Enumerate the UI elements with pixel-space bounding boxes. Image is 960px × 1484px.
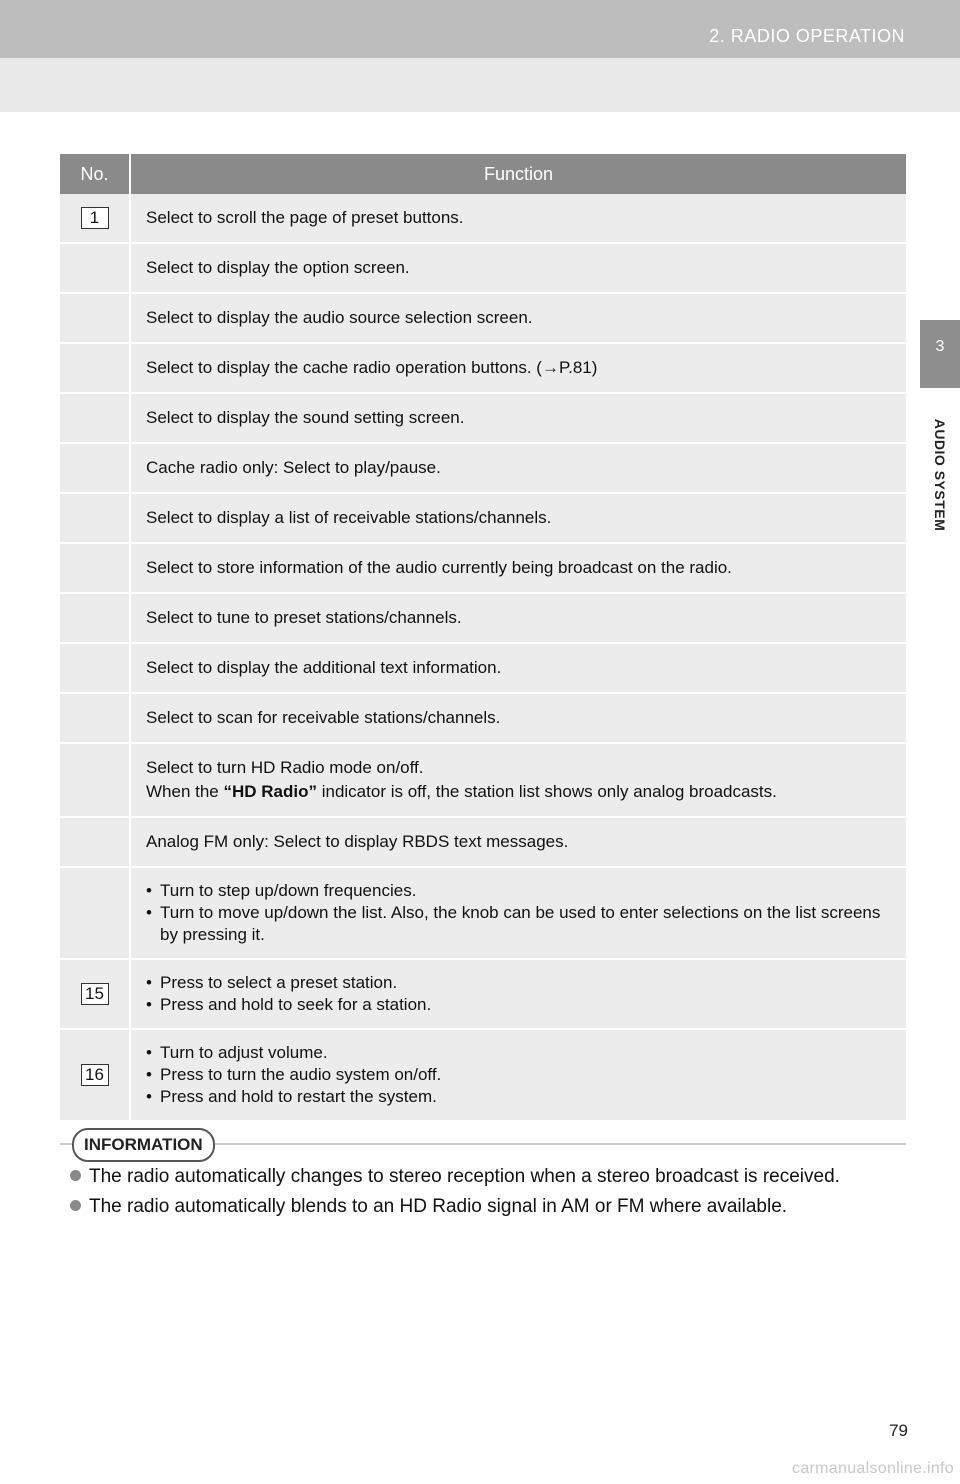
number-cell <box>60 543 130 593</box>
function-cell: Analog FM only: Select to display RBDS text messages. <box>130 817 906 867</box>
function-cell: Cache radio only: Select to play/pause. <box>130 443 906 493</box>
header-sub-band <box>0 58 960 112</box>
table-row <box>60 543 906 593</box>
column-header-no: No. <box>60 154 130 194</box>
information-badge: INFORMATION <box>72 1128 215 1162</box>
text-fragment: indicator is off, the station list shows only analog broadcasts. <box>317 782 777 801</box>
column-header-function: Function <box>130 154 906 194</box>
bullet-item: • Press and hold to restart the system. <box>146 1086 894 1108</box>
function-cell: Select to display the audio source selection screen. <box>130 293 906 343</box>
number-cell <box>60 293 130 343</box>
table-row <box>60 393 906 443</box>
bullet-list <box>146 972 894 1016</box>
hd-radio-indicator-term: “HD Radio” <box>223 782 317 801</box>
number-cell <box>60 243 130 293</box>
number-cell <box>60 817 130 867</box>
number-badge: 1 <box>81 207 109 229</box>
function-cell: Select to tune to preset stations/channels. <box>130 593 906 643</box>
function-cell <box>130 1029 906 1121</box>
bullet-item: • Turn to step up/down frequencies. <box>146 880 894 902</box>
number-cell <box>60 443 130 493</box>
table-row <box>60 1029 906 1121</box>
function-cell: Select to scan for receivable stations/channels. <box>130 693 906 743</box>
table-row <box>60 817 906 867</box>
function-text-line: Select to turn HD Radio mode on/off. <box>146 758 424 777</box>
bullet-item: • Turn to adjust volume. <box>146 1042 894 1064</box>
function-cell: Select to display the additional text information. <box>130 643 906 693</box>
number-cell <box>60 693 130 743</box>
chapter-tab[interactable] <box>920 320 960 388</box>
information-item <box>70 1166 840 1188</box>
table-row <box>60 593 906 643</box>
function-cell: Select to display the cache radio operation buttons. (→P.81) <box>130 343 906 393</box>
table-row <box>60 493 906 543</box>
function-cell: Select to display the option screen. <box>130 243 906 293</box>
table-row <box>60 867 906 959</box>
text-fragment: When the <box>146 782 224 801</box>
section-title: 2. RADIO OPERATION <box>709 26 905 46</box>
function-cell: Select to store information of the audio currently being broadcast on the radio. <box>130 543 906 593</box>
bullet-item: • Press and hold to seek for a station. <box>146 994 894 1016</box>
function-text-line <box>146 780 894 804</box>
bullet-list <box>146 1042 894 1108</box>
table-row <box>60 293 906 343</box>
page-number: 79 <box>889 1421 908 1440</box>
number-cell <box>60 1029 130 1121</box>
table-row <box>60 693 906 743</box>
table-row <box>60 959 906 1029</box>
function-cell: Select to display a list of receivable stations/channels. <box>130 493 906 543</box>
number-cell <box>60 867 130 959</box>
function-cell <box>130 867 906 959</box>
number-badge: 15 <box>81 983 109 1005</box>
information-text: The radio automatically blends to an HD Radio signal in AM or FM where available. <box>89 1196 788 1217</box>
number-cell <box>60 194 130 243</box>
table-row <box>60 343 906 393</box>
function-cell <box>130 743 906 817</box>
bullet-item: • Press to turn the audio system on/off. <box>146 1064 894 1086</box>
bullet-dot-icon <box>70 1200 81 1211</box>
table-row <box>60 743 906 817</box>
bullet-dot-icon <box>70 1170 81 1181</box>
bullet-list <box>146 880 894 946</box>
number-cell <box>60 393 130 443</box>
number-cell <box>60 593 130 643</box>
information-text: The radio automatically changes to stereo reception when a stereo broadcast is received. <box>89 1166 840 1187</box>
table-row <box>60 194 906 243</box>
table-header-row <box>60 154 906 194</box>
chapter-label: AUDIO SYSTEM <box>932 418 948 532</box>
number-cell <box>60 959 130 1029</box>
bullet-item: • Turn to move up/down the list. Also, the knob can be used to enter selections on the list screens by pressing it. <box>146 902 894 946</box>
watermark: carmanualsonline.info <box>792 1460 954 1477</box>
chapter-number: 3 <box>935 338 945 355</box>
number-cell <box>60 643 130 693</box>
function-cell: Select to display the sound setting screen. <box>130 393 906 443</box>
number-cell <box>60 743 130 817</box>
number-cell <box>60 343 130 393</box>
table-row <box>60 643 906 693</box>
bullet-item: • Press to select a preset station. <box>146 972 894 994</box>
function-table <box>60 154 906 1122</box>
table-row <box>60 243 906 293</box>
number-badge: 16 <box>81 1064 109 1086</box>
information-item <box>70 1196 787 1218</box>
function-cell <box>130 959 906 1029</box>
number-cell <box>60 493 130 543</box>
function-cell: Select to scroll the page of preset buttons. <box>130 194 906 243</box>
table-row <box>60 443 906 493</box>
